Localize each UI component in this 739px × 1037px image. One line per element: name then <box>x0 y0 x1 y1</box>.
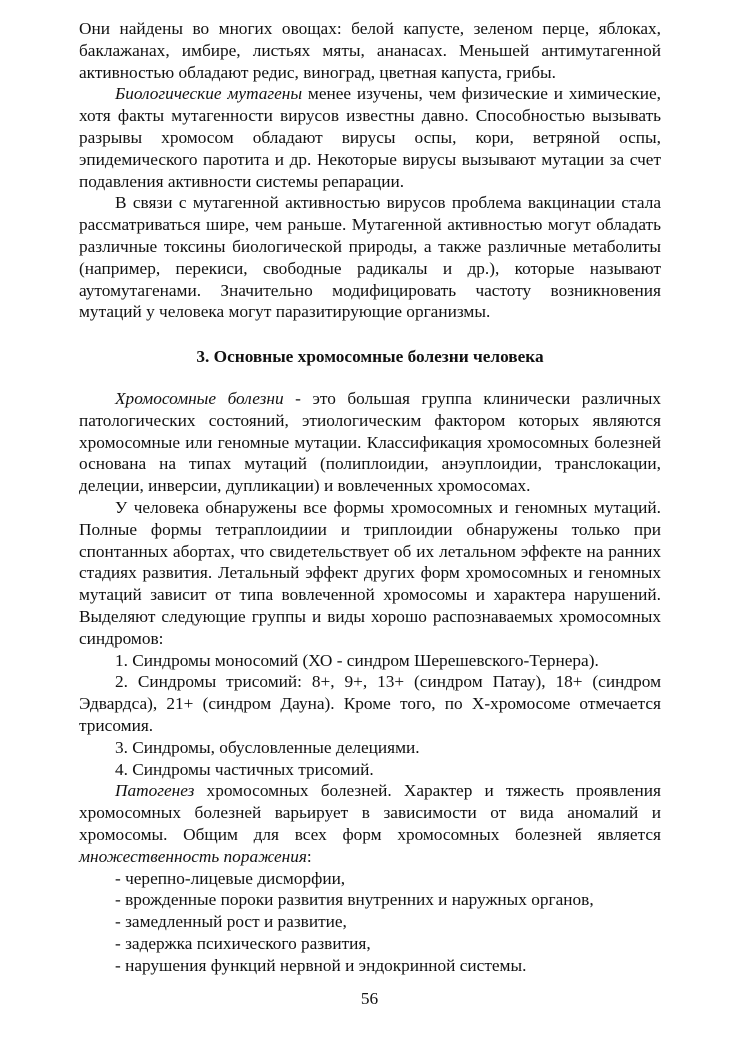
page-number: 56 <box>360 989 379 1008</box>
text-block-main <box>79 388 661 977</box>
paragraph-pathogenesis <box>79 780 661 867</box>
bullet-item: - нарушения функций нервной и эндокринной системы. <box>115 955 527 975</box>
paragraph-vaccination: В связи с мутагенной активностью вирусов проблема вакцинации стала рассматриваться шире, чем раньше. Мутагенной активностью могут обладать различные токсины биологической природы, а также различные метаболиты (например, перекиси, свободные радикалы и др.), которые называют аутомутагенами. Значительно модифицировать частоту возникновения мутаций у человека могут паразитирующие организмы. <box>79 193 661 322</box>
bullet-item: - задержка психического развития, <box>115 933 371 953</box>
bullet-item: - замедленный рост и развитие, <box>115 912 347 932</box>
paragraph-antimutagens: Они найдены во многих овощах: белой капусте, зеленом перце, яблоках, баклажанах, имбире, листьях мяты, ананасах. Меньшей антимутагенной активностью обладают редис, виноград, цветная капуста, грибы. <box>79 19 661 82</box>
term-biological-mutagens: Биологические мутагены <box>115 84 303 104</box>
list-item-1: 1. Синдромы моносомий (ХО - синдром Шерешевского-Тернера). <box>115 650 599 670</box>
paragraph-mutation-forms: У человека обнаружены все формы хромосомных и геномных мутаций. Полные формы тетраплоидиии и триплоидии обнаружены только при спонтанных абортах, что свидетельствует об их летальном эффекте на ранних стадиях развития. Летальный эффект других форм хромосомных и геномных мутаций зависит от типа вовлеченной хромосомы и характера нарушений. Выделяют следующие группы и виды хорошо распознаваемых хромосомных синдромов: <box>79 497 661 648</box>
paragraph-biological-mutagens <box>79 83 661 192</box>
paragraph-text: хромосомных болезней. Характер и тяжесть проявления хромосомных болезней варьирует в зависимости от вида аномалий и хромосомы. Общим для всех форм хромосомных болезней является <box>79 781 661 844</box>
text-block-top <box>79 18 661 323</box>
section-heading: 3. Основные хромосомные болезни человека <box>196 347 544 366</box>
term-chromosomal-diseases: Хромосомные болезни <box>115 389 284 408</box>
list-item-2: 2. Синдромы трисомий: 8+, 9+, 13+ (синдром Патау), 18+ (синдром Эдвардса), 21+ (синдром Дауна). Кроме того, по Х-хромосоме отмечается трисомия. <box>79 672 661 735</box>
list-item-4: 4. Синдромы частичных трисомий. <box>115 759 374 779</box>
term-pathogenesis: Патогенез <box>115 781 195 801</box>
bullet-item: - врожденные пороки развития внутренних и наружных органов, <box>115 890 594 910</box>
paragraph-text: : <box>306 846 312 866</box>
bullet-item: - черепно-лицевые дисморфии, <box>115 868 346 888</box>
paragraph-chromosomal-diseases <box>79 388 661 497</box>
paragraph-text: менее изучены, чем физические и химические, хотя факты мутагенности вирусов известны давно. Способностью вызывать разрывы хромосом обладают вирусы оспы, кори, ветряной оспы, эпидемического паротита и др. Некоторые вирусы вызывают мутации за счет подавления активности системы репарации. <box>79 84 661 191</box>
term-multiple-lesions: множественность поражения <box>79 846 307 866</box>
paragraph-text: - это большая группа клинически различных патологических состояний, этиологическим фактором которых являются хромосомные или геномные мутации. Классификация хромосомных болезней основана на типах мутаций (полиплоидии, анэуплоидии, транслокации, делеции, инверсии, дупликации) и вовлеченных хромосомах. <box>79 389 661 496</box>
list-item-3: 3. Синдромы, обусловленные делециями. <box>115 737 420 757</box>
